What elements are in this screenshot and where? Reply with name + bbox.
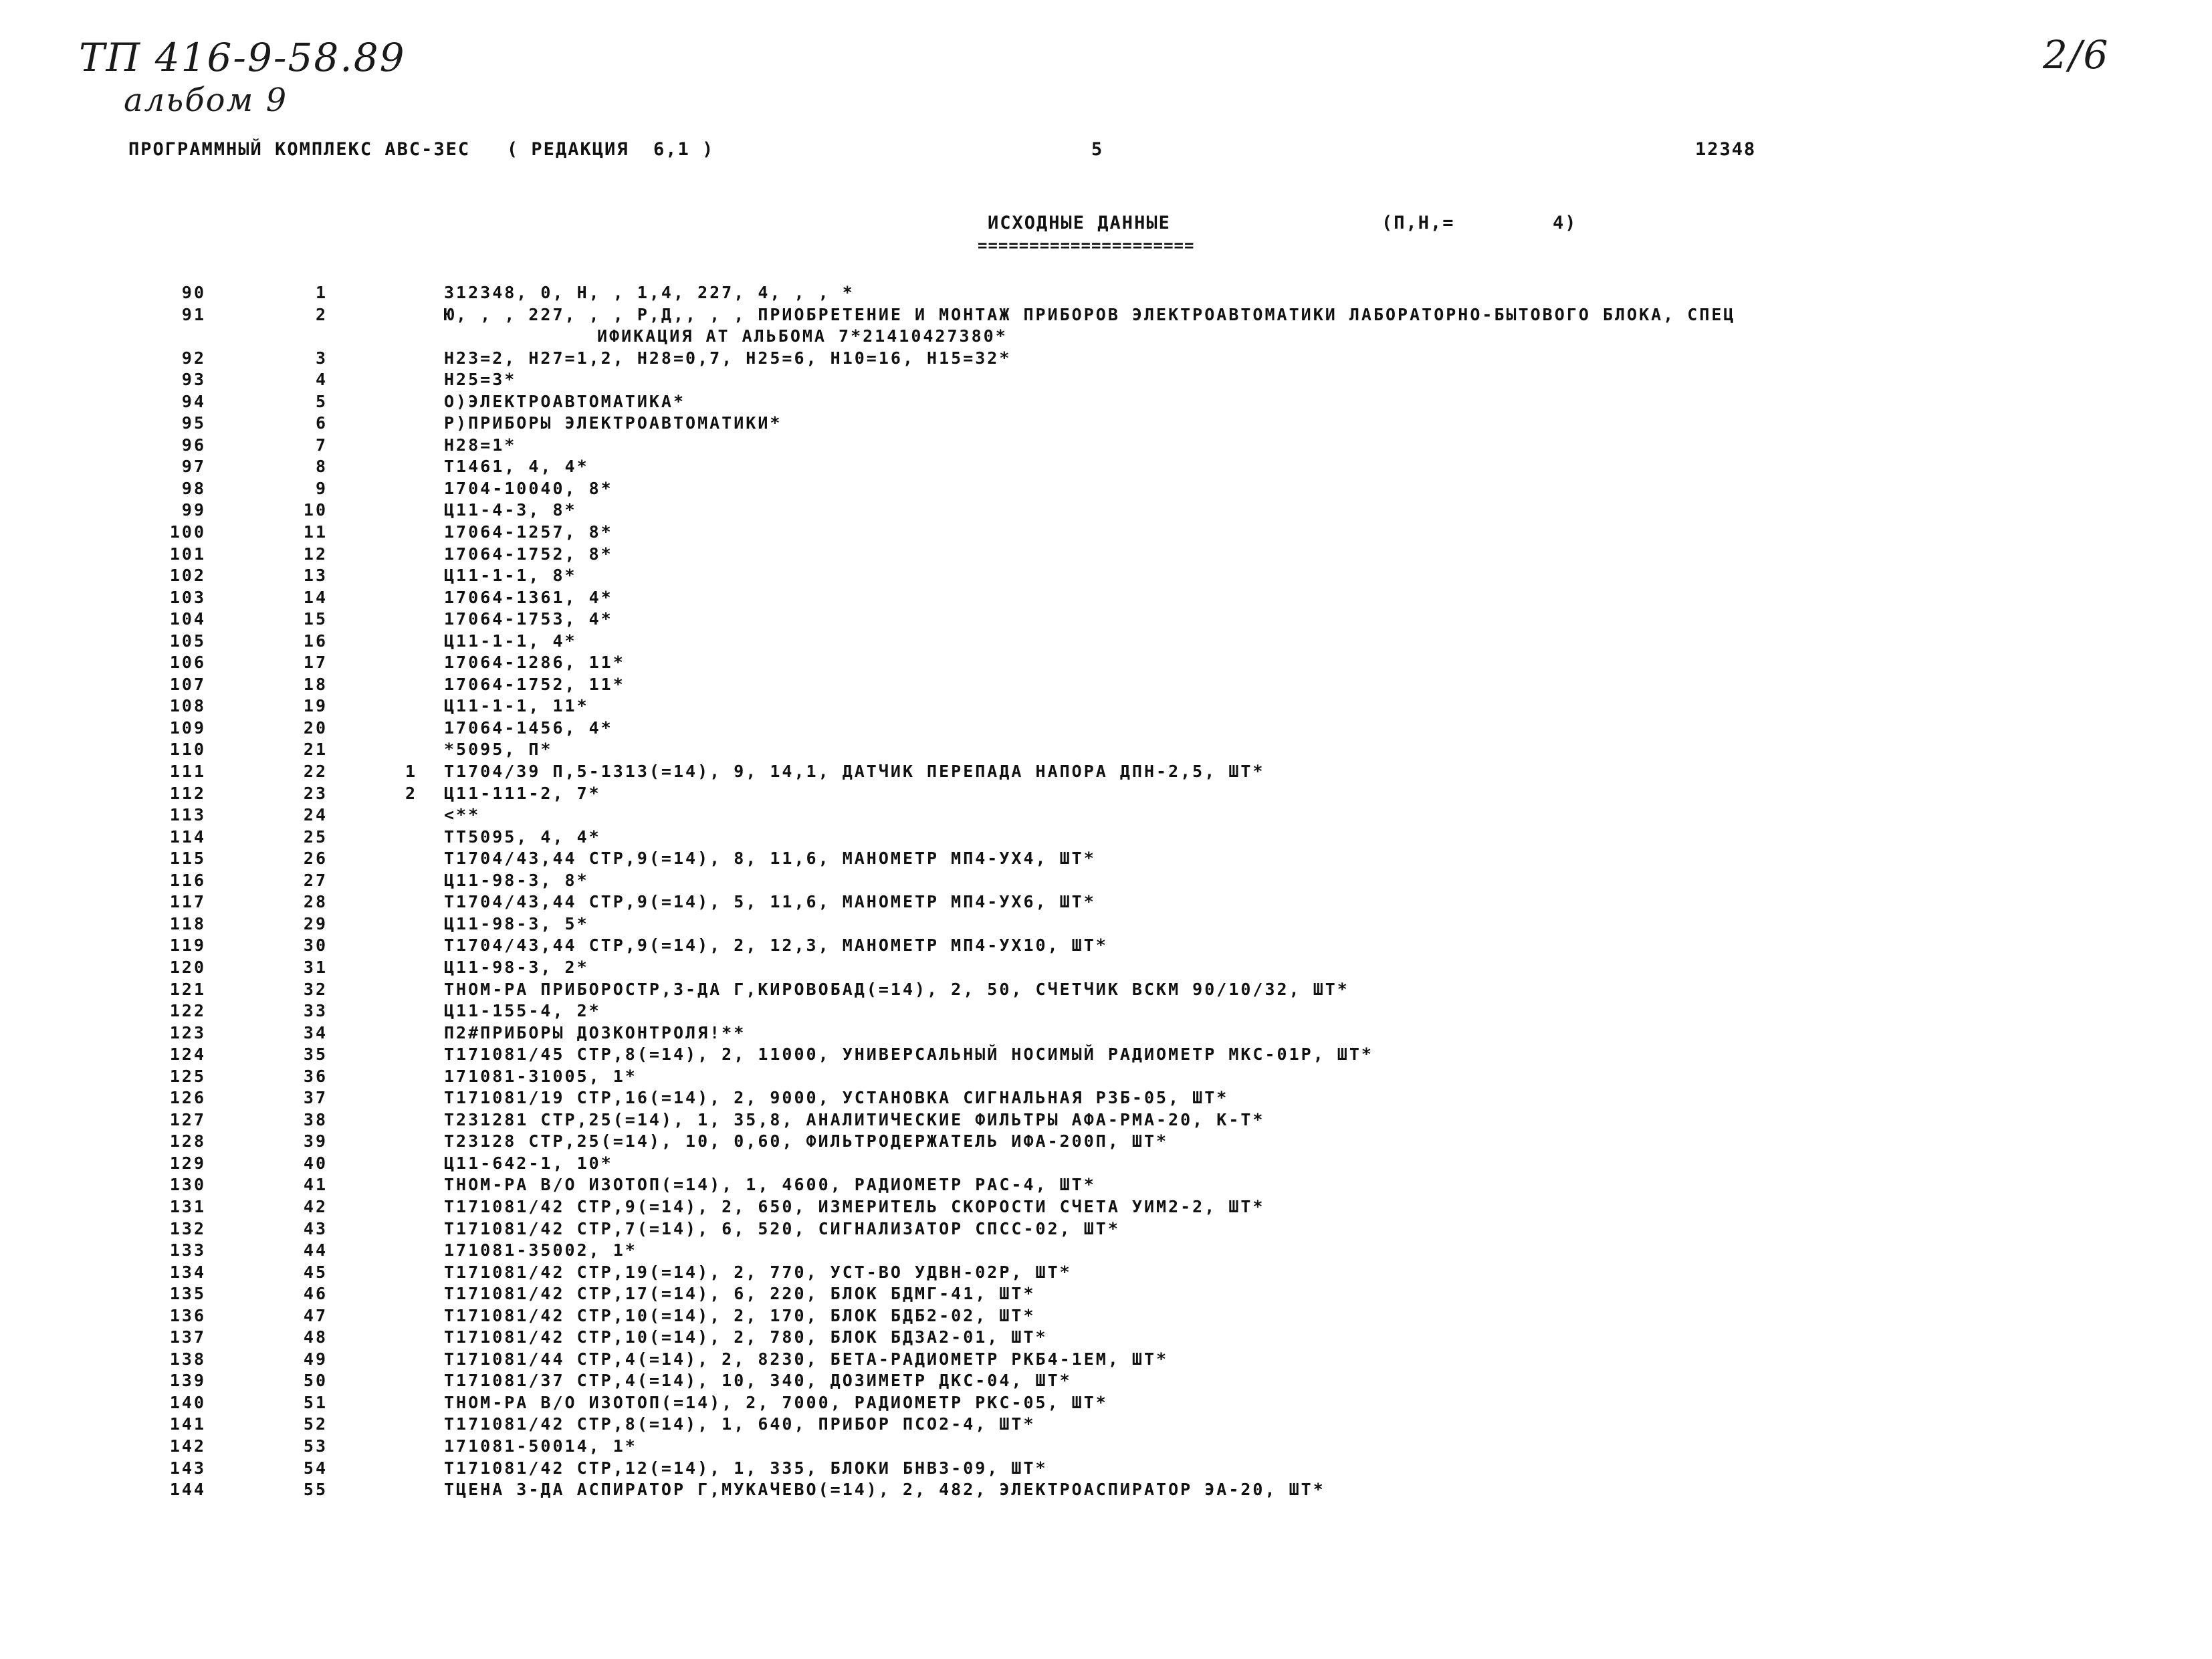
line-number: 4 [315, 370, 328, 390]
record-text: О)ЭЛЕКТРОАВТОМАТИКА* [444, 391, 686, 411]
record-number: 115 [169, 849, 206, 869]
listing-row [0, 588, 2212, 610]
record-number: 114 [169, 826, 206, 847]
record-text: 171081-31005, 1* [444, 1066, 637, 1086]
record-number: 131 [169, 1196, 206, 1216]
record-text: Т171081/37 СТР,4(=14), 10, 340, ДОЗИМЕТР ДКС-04, ШТ* [444, 1371, 1072, 1391]
handwritten-album-note: альбом 9 [124, 82, 288, 119]
line-number: 5 [315, 391, 328, 411]
listing-row [0, 958, 2212, 980]
line-number: 7 [315, 435, 328, 455]
record-number: 106 [169, 653, 206, 673]
handwritten-page-number: 2/6 [2043, 32, 2110, 78]
line-number: 20 [303, 717, 328, 738]
line-number: 9 [315, 478, 328, 498]
record-text: 312348, 0, Н, , 1,4, 227, 4, , , * [444, 283, 855, 302]
line-number: 42 [303, 1196, 328, 1216]
line-number: 19 [303, 696, 328, 716]
record-text: ТЦЕНА 3-ДА АСПИРАТОР Г,МУКАЧЕВО(=14), 2, 482, ЭЛЕКТРОАСПИРАТОР ЭА-20, ШТ* [444, 1480, 1325, 1500]
record-text: Т1704/43,44 СТР,9(=14), 2, 12,3, МАНОМЕТР МП4-УХ10, ШТ* [444, 935, 1108, 956]
record-number: 120 [169, 957, 206, 977]
record-number: 101 [169, 544, 206, 564]
record-text: 17064-1752, 11* [444, 674, 625, 694]
line-number: 32 [303, 979, 328, 999]
line-number: 25 [303, 826, 328, 847]
listing-row [0, 827, 2212, 849]
section-title: ИСХОДНЫЕ ДАННЫЕ [988, 213, 1171, 233]
line-number: 26 [303, 849, 328, 869]
listing-row [0, 283, 2212, 305]
record-number: 97 [181, 457, 206, 477]
line-number: 6 [315, 413, 328, 433]
record-text: Т1704/43,44 СТР,9(=14), 5, 11,6, МАНОМЕТР МП4-УХ6, ШТ* [444, 892, 1096, 912]
line-number: 28 [303, 892, 328, 912]
line-number: 54 [303, 1458, 328, 1478]
listing-row [0, 1349, 2212, 1371]
record-number: 121 [169, 979, 206, 999]
listing-row [0, 500, 2212, 522]
listing-row [0, 696, 2212, 718]
listing-row [0, 762, 2212, 784]
record-number: 112 [169, 783, 206, 803]
line-number: 3 [315, 348, 328, 368]
line-number: 31 [303, 957, 328, 977]
listing-row [0, 849, 2212, 871]
listing-row [0, 1371, 2212, 1393]
record-number: 100 [169, 522, 206, 542]
listing-row [0, 609, 2212, 631]
listing-row [0, 675, 2212, 697]
record-number: 129 [169, 1153, 206, 1173]
record-text: <** [444, 805, 481, 825]
record-text: ТНОМ-РА В/О ИЗОТОП(=14), 2, 7000, РАДИОМЕТР РКС-05, ШТ* [444, 1392, 1108, 1412]
record-number: 138 [169, 1349, 206, 1369]
line-number: 35 [303, 1044, 328, 1065]
record-text: Т171081/45 СТР,8(=14), 2, 11000, УНИВЕРСАЛЬНЫЙ НОСИМЫЙ РАДИОМЕТР МКС-01Р, ШТ* [444, 1044, 1373, 1065]
record-number: 110 [169, 740, 206, 760]
listing-row [0, 805, 2212, 827]
record-number: 107 [169, 674, 206, 694]
record-text: Т1461, 4, 4* [444, 457, 589, 477]
record-text: Ю, , , 227, , , Р,Д,, , , ПРИОБРЕТЕНИЕ И МОНТАЖ ПРИБОРОВ ЭЛЕКТРОАВТОМАТИКИ ЛАБОРАТОРНО-БЫТОВОГО БЛОКА, СПЕЦ [444, 304, 1736, 324]
record-text: ИФИКАЦИЯ АТ АЛЬБОМА 7*21410427380* [597, 326, 1008, 346]
line-number: 52 [303, 1414, 328, 1434]
line-number: 55 [303, 1480, 328, 1500]
record-text: 17064-1286, 11* [444, 653, 625, 673]
listing-row [0, 348, 2212, 370]
record-number: 128 [169, 1131, 206, 1151]
line-number: 10 [303, 500, 328, 520]
record-number: 94 [181, 391, 206, 411]
record-number: 117 [169, 892, 206, 912]
record-text: Ц11-98-3, 8* [444, 870, 589, 890]
record-text: Т171081/19 СТР,16(=14), 2, 9000, УСТАНОВКА СИГНАЛЬНАЯ РЗБ-05, ШТ* [444, 1088, 1229, 1108]
listing-row [0, 1284, 2212, 1306]
line-number: 17 [303, 653, 328, 673]
record-text: Т1704/39 П,5-1313(=14), 9, 14,1, ДАТЧИК ПЕРЕПАДА НАПОРА ДПН-2,5, ШТ* [444, 762, 1265, 782]
line-number: 16 [303, 631, 328, 651]
record-number: 116 [169, 870, 206, 890]
listing-row [0, 980, 2212, 1002]
record-text: Т171081/42 СТР,7(=14), 6, 520, СИГНАЛИЗАТОР СПСС-02, ШТ* [444, 1218, 1120, 1238]
line-number: 44 [303, 1240, 328, 1260]
record-text: Р)ПРИБОРЫ ЭЛЕКТРОАВТОМАТИКИ* [444, 413, 782, 433]
line-number: 39 [303, 1131, 328, 1151]
handwritten-document-code: ТП 416-9-58.89 [79, 35, 406, 80]
record-number: 132 [169, 1218, 206, 1238]
record-number: 91 [181, 304, 206, 324]
line-number: 34 [303, 1022, 328, 1042]
record-text: 171081-50014, 1* [444, 1436, 637, 1456]
line-number: 2 [315, 304, 328, 324]
record-number: 118 [169, 913, 206, 933]
printout-page-number: 5 [1091, 139, 1104, 160]
record-number: 103 [169, 587, 206, 607]
listing-row [0, 479, 2212, 501]
record-number: 136 [169, 1305, 206, 1325]
line-number: 46 [303, 1284, 328, 1304]
record-number: 135 [169, 1284, 206, 1304]
listing-row [0, 1306, 2212, 1328]
listing-row [0, 1219, 2212, 1241]
record-text: Т1704/43,44 СТР,9(=14), 8, 11,6, МАНОМЕТР МП4-УХ4, ШТ* [444, 849, 1096, 869]
record-number: 125 [169, 1066, 206, 1086]
line-number: 37 [303, 1088, 328, 1108]
line-number: 40 [303, 1153, 328, 1173]
record-number: 105 [169, 631, 206, 651]
record-number: 144 [169, 1480, 206, 1500]
record-text: 171081-35002, 1* [444, 1240, 637, 1260]
listing-row [0, 544, 2212, 566]
record-text: Ц11-642-1, 10* [444, 1153, 613, 1173]
line-number: 53 [303, 1436, 328, 1456]
listing-row [0, 935, 2212, 958]
listing-row [0, 1175, 2212, 1197]
program-header: ПРОГРАММНЫЙ КОМПЛЕКС АВС-3ЕС ( РЕДАКЦИЯ 6,1 ) [128, 139, 715, 160]
line-number: 1 [315, 283, 328, 302]
listing-row [0, 522, 2212, 544]
line-number: 24 [303, 805, 328, 825]
record-text: Н23=2, Н27=1,2, Н28=0,7, Н25=6, Н10=16, Н15=32* [444, 348, 1012, 368]
line-number: 48 [303, 1327, 328, 1347]
line-number: 45 [303, 1262, 328, 1282]
record-number: 98 [181, 478, 206, 498]
listing-row [0, 1458, 2212, 1480]
listing-row [0, 871, 2212, 893]
line-number: 50 [303, 1371, 328, 1391]
record-text: Ц11-155-4, 2* [444, 1001, 601, 1021]
record-number: 127 [169, 1109, 206, 1129]
record-text: Ц11-1-1, 11* [444, 696, 589, 716]
listing-row [0, 1327, 2212, 1349]
listing-row [0, 1001, 2212, 1023]
record-text: Ц11-1-1, 8* [444, 566, 577, 586]
line-number: 29 [303, 913, 328, 933]
listing-row [0, 413, 2212, 435]
row-marker: 1 [405, 762, 418, 782]
listing-row [0, 631, 2212, 653]
listing-row [0, 1153, 2212, 1176]
record-number: 126 [169, 1088, 206, 1108]
line-number: 13 [303, 566, 328, 586]
row-marker: 2 [405, 783, 418, 803]
listing-row [0, 1393, 2212, 1415]
listing-row [0, 1131, 2212, 1153]
parameter-label: (П,Н,= [1381, 213, 1455, 233]
record-number: 102 [169, 566, 206, 586]
line-number: 30 [303, 935, 328, 956]
listing-row [0, 1067, 2212, 1089]
listing-row [0, 435, 2212, 457]
record-number: 123 [169, 1022, 206, 1042]
listing-row [0, 1436, 2212, 1458]
record-number: 113 [169, 805, 206, 825]
line-number: 14 [303, 587, 328, 607]
record-number: 119 [169, 935, 206, 956]
record-text: Т171081/42 СТР,17(=14), 6, 220, БЛОК БДМГ-41, ШТ* [444, 1284, 1036, 1304]
line-number: 23 [303, 783, 328, 803]
record-text: Т23128 СТР,25(=14), 10, 0,60, ФИЛЬТРОДЕРЖАТЕЛЬ ИФА-200П, ШТ* [444, 1131, 1169, 1151]
line-number: 15 [303, 609, 328, 629]
line-number: 36 [303, 1066, 328, 1086]
record-number: 92 [181, 348, 206, 368]
parameter-value: 4) [1553, 213, 1577, 233]
record-number: 122 [169, 1001, 206, 1021]
record-text: Т171081/42 СТР,10(=14), 2, 780, БЛОК БДЗА2-01, ШТ* [444, 1327, 1048, 1347]
record-text: Ц11-98-3, 2* [444, 957, 589, 977]
record-text: ТНОМ-РА В/О ИЗОТОП(=14), 1, 4600, РАДИОМЕТР РАС-4, ШТ* [444, 1175, 1096, 1195]
job-number: 12348 [1695, 139, 1757, 160]
record-number: 139 [169, 1371, 206, 1391]
listing-row [0, 1044, 2212, 1067]
record-text: 1704-10040, 8* [444, 478, 613, 498]
listing-row [0, 305, 2212, 327]
record-number: 134 [169, 1262, 206, 1282]
record-number: 140 [169, 1392, 206, 1412]
line-number: 38 [303, 1109, 328, 1129]
listing-row [0, 784, 2212, 806]
record-text: 17064-1752, 8* [444, 544, 613, 564]
record-text: Ц11-98-3, 5* [444, 913, 589, 933]
line-number: 43 [303, 1218, 328, 1238]
listing-row [0, 566, 2212, 588]
listing-row [0, 1480, 2212, 1502]
record-text: Т171081/44 СТР,4(=14), 2, 8230, БЕТА-РАДИОМЕТР РКБ4-1ЕМ, ШТ* [444, 1349, 1169, 1369]
record-text: Т171081/42 СТР,8(=14), 1, 640, ПРИБОР ПСО2-4, ШТ* [444, 1414, 1036, 1434]
record-text: 17064-1361, 4* [444, 587, 613, 607]
record-text: Т171081/42 СТР,10(=14), 2, 170, БЛОК БДБ2-02, ШТ* [444, 1305, 1036, 1325]
line-number: 8 [315, 457, 328, 477]
record-text: Ц11-4-3, 8* [444, 500, 577, 520]
record-number: 133 [169, 1240, 206, 1260]
line-number: 27 [303, 870, 328, 890]
record-text: Н28=1* [444, 435, 517, 455]
line-number: 18 [303, 674, 328, 694]
listing-row [0, 653, 2212, 675]
listing-row [0, 370, 2212, 392]
record-text: Н25=3* [444, 370, 517, 390]
line-number: 51 [303, 1392, 328, 1412]
listing-row [0, 1088, 2212, 1110]
record-number: 142 [169, 1436, 206, 1456]
record-text: Ц11-1-1, 4* [444, 631, 577, 651]
record-number: 95 [181, 413, 206, 433]
line-number: 22 [303, 762, 328, 782]
record-text: 17064-1753, 4* [444, 609, 613, 629]
record-text: *5095, П* [444, 740, 553, 760]
record-number: 104 [169, 609, 206, 629]
line-number: 11 [303, 522, 328, 542]
input-data-listing [0, 283, 2212, 1502]
record-number: 143 [169, 1458, 206, 1478]
record-text: 17064-1456, 4* [444, 717, 613, 738]
record-number: 109 [169, 717, 206, 738]
record-number: 108 [169, 696, 206, 716]
line-number: 21 [303, 740, 328, 760]
listing-row [0, 914, 2212, 936]
record-number: 111 [169, 762, 206, 782]
line-number: 41 [303, 1175, 328, 1195]
record-text: Т171081/42 СТР,9(=14), 2, 650, ИЗМЕРИТЕЛЬ СКОРОСТИ СЧЕТА УИМ2-2, ШТ* [444, 1196, 1265, 1216]
record-number: 93 [181, 370, 206, 390]
record-number: 137 [169, 1327, 206, 1347]
record-text: 17064-1257, 8* [444, 522, 613, 542]
line-number: 49 [303, 1349, 328, 1369]
record-text: Т171081/42 СТР,19(=14), 2, 770, УСТ-ВО УДВН-02Р, ШТ* [444, 1262, 1072, 1282]
listing-row [0, 718, 2212, 740]
record-text: ТТ5095, 4, 4* [444, 826, 601, 847]
line-number: 33 [303, 1001, 328, 1021]
record-number: 141 [169, 1414, 206, 1434]
listing-row [0, 892, 2212, 914]
listing-row [0, 392, 2212, 414]
record-number: 90 [181, 283, 206, 302]
listing-row [0, 1414, 2212, 1436]
record-text: ТНОМ-РА ПРИБОРОСТР,3-ДА Г,КИРОВОБАД(=14), 2, 50, СЧЕТЧИК ВСКМ 90/10/32, ШТ* [444, 979, 1349, 999]
listing-row [0, 1262, 2212, 1285]
record-text: Т171081/42 СТР,12(=14), 1, 335, БЛОКИ БНВЗ-09, ШТ* [444, 1458, 1048, 1478]
listing-row [0, 1110, 2212, 1132]
record-text: П2#ПРИБОРЫ ДОЗКОНТРОЛЯ!** [444, 1022, 746, 1042]
listing-row [0, 457, 2212, 479]
record-number: 96 [181, 435, 206, 455]
listing-row [0, 1023, 2212, 1045]
record-text: Ц11-111-2, 7* [444, 783, 601, 803]
section-title-underline: ===================== [978, 236, 1195, 255]
record-text: Т231281 СТР,25(=14), 1, 35,8, АНАЛИТИЧЕСКИЕ ФИЛЬТРЫ АФА-РМА-20, К-Т* [444, 1109, 1265, 1129]
record-number: 99 [181, 500, 206, 520]
listing-continuation-row [0, 326, 2212, 348]
listing-row [0, 740, 2212, 762]
record-number: 130 [169, 1175, 206, 1195]
listing-row [0, 1197, 2212, 1219]
listing-row [0, 1240, 2212, 1262]
record-number: 124 [169, 1044, 206, 1065]
line-number: 12 [303, 544, 328, 564]
line-number: 47 [303, 1305, 328, 1325]
